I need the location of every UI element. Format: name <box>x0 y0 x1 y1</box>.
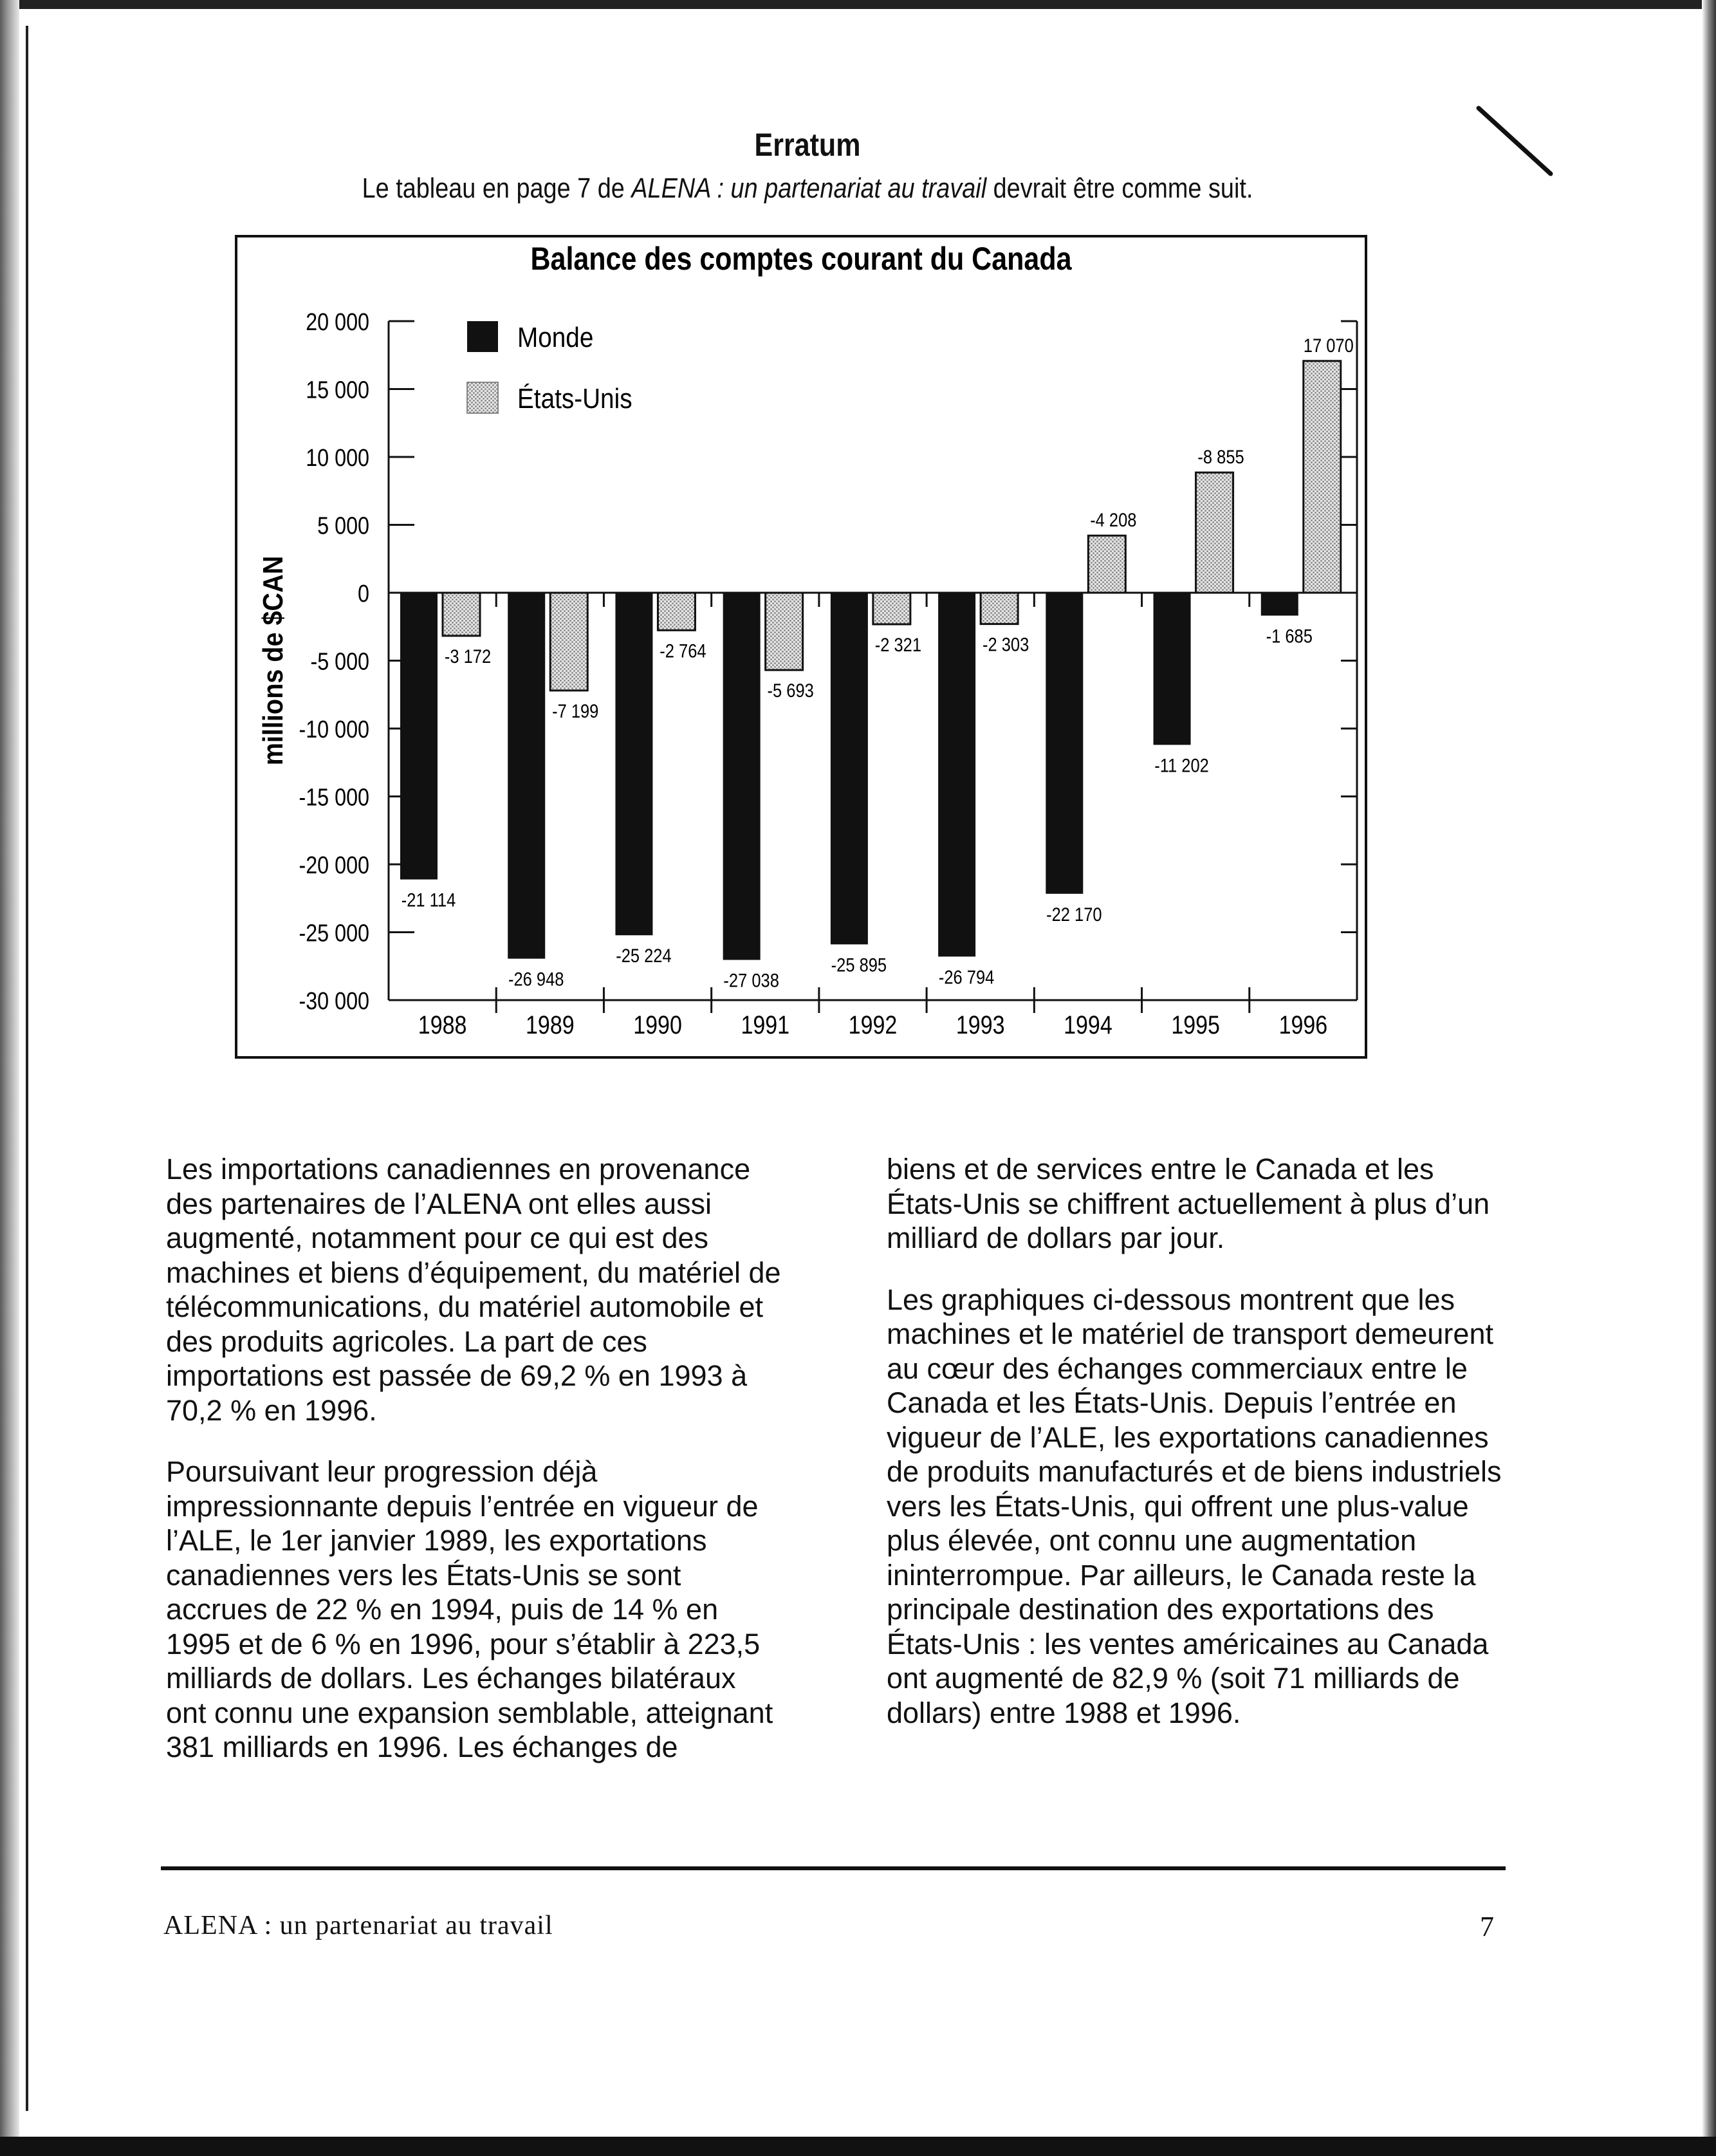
data-label: -7 199 <box>552 700 599 722</box>
legend-swatch-etats-unis <box>467 382 498 413</box>
scan-edge-left <box>0 0 19 2156</box>
body-column-left <box>166 1152 784 1792</box>
y-tick-label: 10 000 <box>306 444 369 472</box>
x-tick-label: 1991 <box>741 1010 790 1039</box>
y-tick-label: -25 000 <box>299 920 369 947</box>
chart-frame <box>235 235 1367 1059</box>
footer-title: ALENA : un partenariat au travail <box>163 1911 553 1940</box>
footer-rule <box>161 1866 1506 1870</box>
bar-monde <box>831 593 868 944</box>
x-tick-label: 1989 <box>526 1010 575 1039</box>
data-label: -26 948 <box>508 968 564 990</box>
bar-etats-unis <box>658 593 695 630</box>
bar-etats-unis <box>550 593 587 691</box>
bar-monde <box>1046 593 1083 894</box>
x-tick-label: 1996 <box>1278 1010 1328 1039</box>
y-tick-label: 20 000 <box>306 308 369 336</box>
bar-etats-unis <box>1088 535 1125 593</box>
body-paragraph: Poursuivant leur progression déjà impressionnante depuis l’entrée en vigueur de l’ALE, le 1er janvier 1989, les exportations canadiennes vers les États-Unis se sont accrues de 22 % en 1994, puis de 14 % en 1995 et de 6 % en 1996, pour s’établir à 223,5 milliards de dollars. Les échanges bilatéraux ont connu une expansion semblable, atteignant 381 milliards en 1996. Les échanges de <box>166 1455 773 1763</box>
scan-edge-binding-line <box>26 26 28 2111</box>
bar-monde <box>723 593 761 960</box>
data-label: -3 172 <box>444 645 492 667</box>
erratum-note-after: devrait être comme suit. <box>986 172 1253 204</box>
erratum-note-italic: ALENA : un partenariat au travail <box>631 172 987 204</box>
data-label: -11 202 <box>1154 754 1209 776</box>
current-account-chart <box>237 237 1365 1056</box>
data-label: 17 070 <box>1303 334 1354 357</box>
bar-etats-unis <box>1304 361 1341 593</box>
data-label: -21 114 <box>401 889 456 911</box>
data-label: -25 224 <box>616 945 672 967</box>
legend-label-monde: Monde <box>517 321 594 353</box>
y-axis-label: millions de $CAN <box>257 555 289 766</box>
data-label: -22 170 <box>1046 903 1102 925</box>
data-label: -4 208 <box>1090 509 1137 531</box>
data-label: -26 794 <box>938 966 995 988</box>
bar-etats-unis <box>766 593 803 670</box>
bar-etats-unis <box>1196 472 1233 593</box>
erratum-title: Erratum <box>754 127 861 163</box>
y-tick-label: 15 000 <box>306 376 369 404</box>
page-number: 7 <box>1480 1911 1494 1942</box>
data-label: -1 685 <box>1266 625 1313 647</box>
body-column-right <box>887 1152 1504 1757</box>
body-paragraph: Les graphiques ci-dessous montrent que les machines et le matériel de transport demeurent au cœur des échanges commerciaux entre le Canada et les États-Unis. Depuis l’entrée en vigueur de l’ALE, les exportations canadiennes de produits manufacturés et de biens industriels vers les États-Unis, qui offrent une plus-value plus élevée, ont connu une augmentation ininterrompue. Par ailleurs, le Canada reste la principale destination des exportations des États-Unis : les ventes américaines au Canada ont augmenté de 82,9 % (soit 71 milliards de dollars) entre 1988 et 1996. <box>887 1283 1502 1729</box>
legend-swatch-monde <box>467 321 498 352</box>
body-paragraph: biens et de services entre le Canada et les États-Unis se chiffrent actuellement à plus d’un milliard de dollars par jour. <box>887 1153 1490 1254</box>
y-tick-label: -30 000 <box>299 987 369 1015</box>
y-tick-label: -10 000 <box>299 716 369 743</box>
y-tick-label: -15 000 <box>299 784 369 812</box>
scan-edge-right <box>1702 0 1716 2156</box>
erratum-note-before: Le tableau en page 7 de <box>362 172 632 204</box>
y-tick-label: 5 000 <box>317 512 369 540</box>
legend-label-etats-unis: États-Unis <box>517 382 632 414</box>
data-label: -2 764 <box>660 640 706 662</box>
x-tick-label: 1988 <box>418 1010 467 1039</box>
bar-etats-unis <box>873 593 910 624</box>
y-tick-label: 0 <box>358 580 369 608</box>
x-tick-label: 1994 <box>1064 1010 1112 1039</box>
data-label: -27 038 <box>723 969 779 991</box>
x-tick-label: 1993 <box>955 1010 1005 1039</box>
x-tick-label: 1990 <box>633 1010 682 1039</box>
body-paragraph: Les importations canadiennes en provenance des partenaires de l’ALENA ont elles aussi augmenté, notamment pour ce qui est des machines et biens d’équipement, du matériel de télécommunications, du matériel automobile et des produits agricoles. La part de ces importations est passée de 69,2 % en 1993 à 70,2 % en 1996. <box>166 1153 781 1427</box>
x-tick-label: 1992 <box>848 1010 898 1039</box>
y-tick-label: -5 000 <box>310 648 369 676</box>
bar-monde <box>615 593 652 935</box>
erratum-note <box>113 172 1502 205</box>
scan-edge-bottom <box>0 2137 1716 2156</box>
bar-monde <box>938 593 975 956</box>
chart-title: Balance des comptes courant du Canada <box>530 240 1072 277</box>
data-label: -2 321 <box>874 634 922 656</box>
data-label: -8 855 <box>1197 446 1244 468</box>
bar-monde <box>400 593 438 880</box>
data-label: -2 303 <box>982 633 1029 656</box>
y-tick-label: -20 000 <box>299 851 369 879</box>
bar-monde <box>508 593 545 959</box>
data-label: -25 895 <box>831 954 887 976</box>
bar-monde <box>1261 593 1298 616</box>
data-label: -5 693 <box>767 680 814 702</box>
bar-etats-unis <box>981 593 1018 624</box>
bar-etats-unis <box>443 593 480 636</box>
scan-edge-top <box>0 0 1716 9</box>
x-tick-label: 1995 <box>1171 1010 1220 1039</box>
bar-monde <box>1154 593 1191 745</box>
